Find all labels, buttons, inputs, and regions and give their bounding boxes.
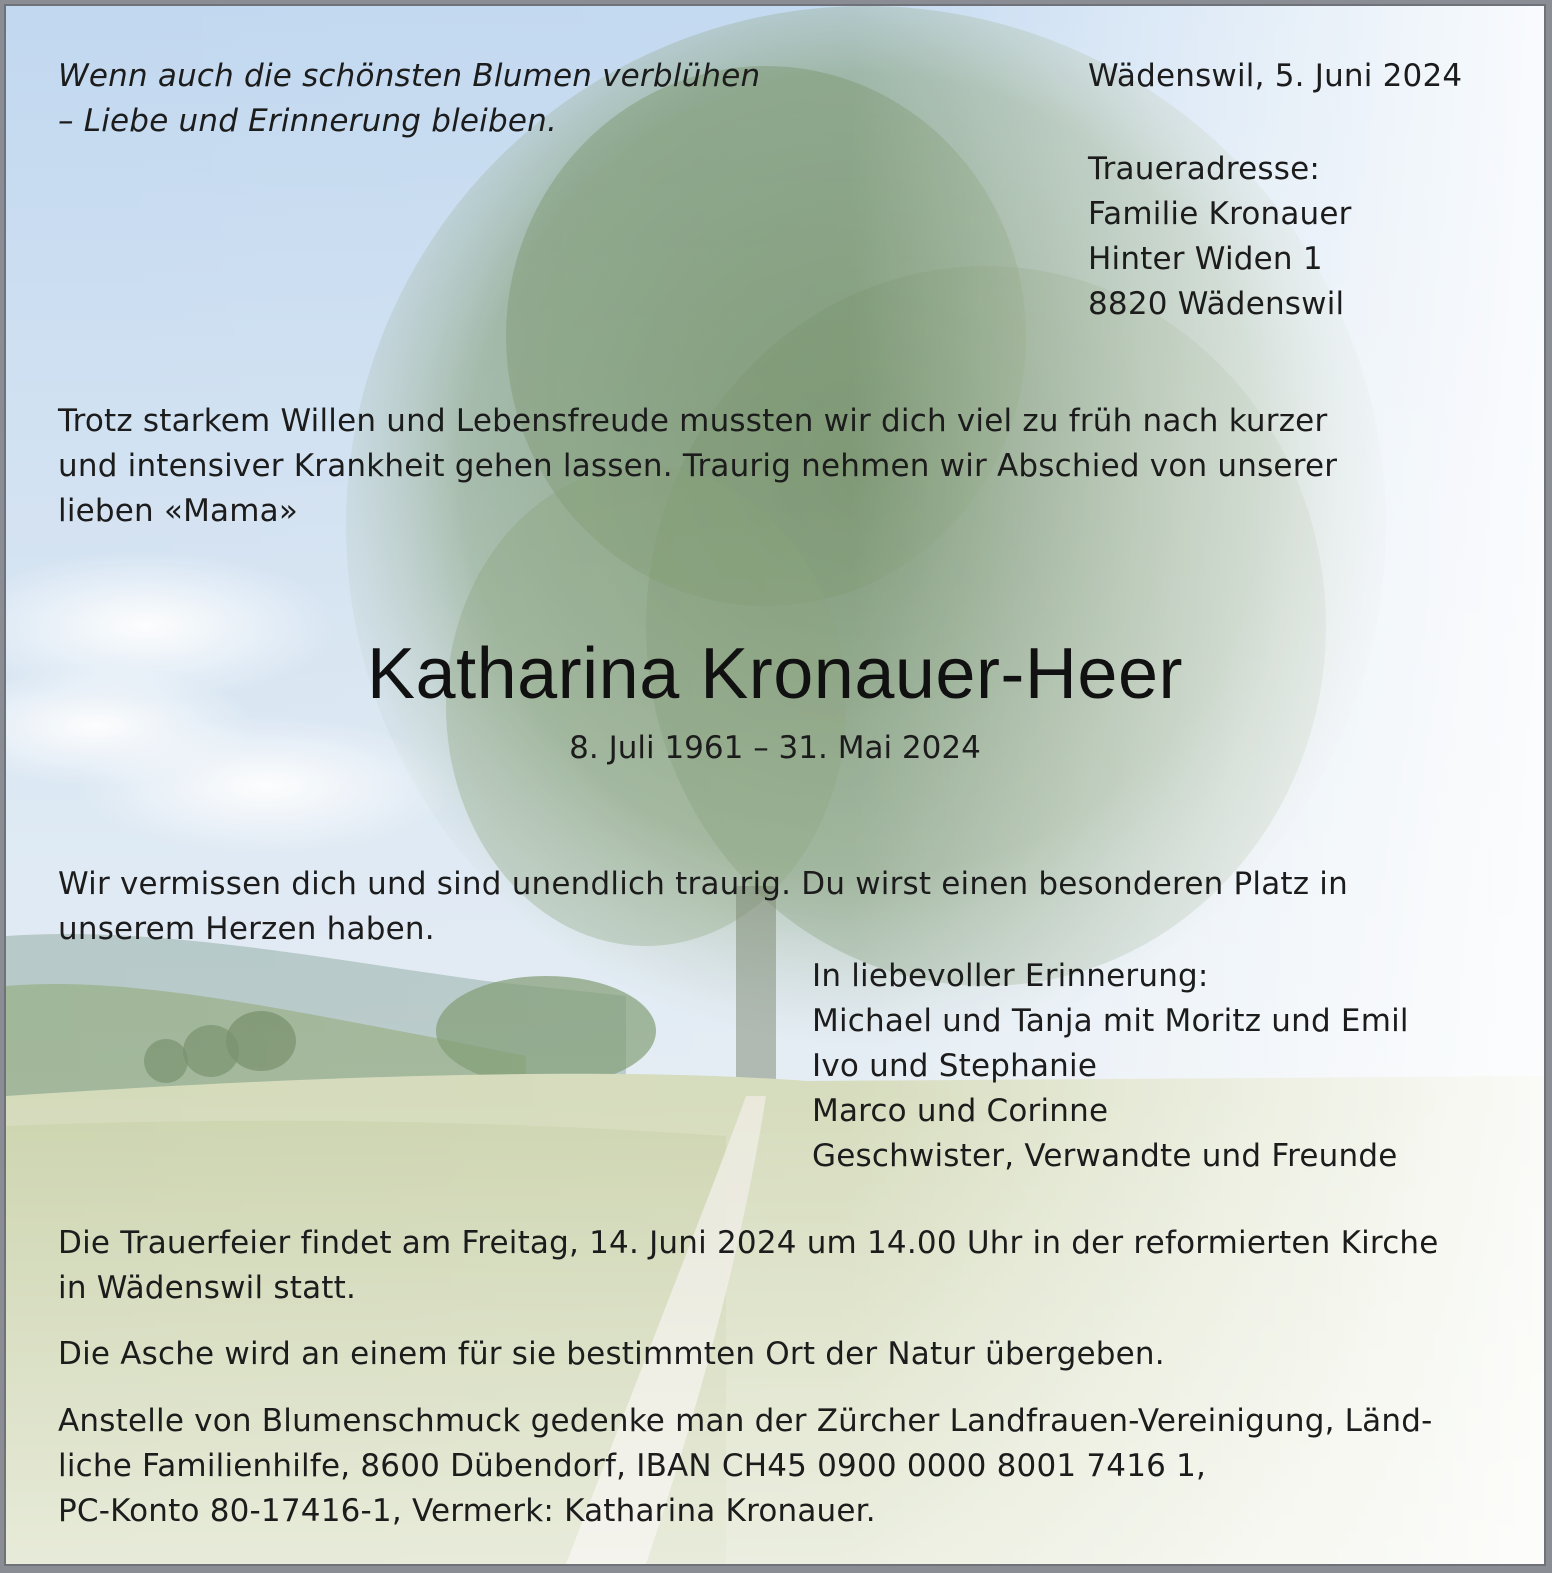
mourners-list	[812, 954, 1409, 1179]
farewell-line: unserem Herzen haben.	[58, 911, 435, 947]
farewell-paragraph	[58, 862, 1458, 952]
intro-line: und intensiver Krankheit gehen lassen. Traurig nehmen wir Abschied von unserer	[58, 448, 1338, 484]
life-dates: 8. Juli 1961 – 31. Mai 2024	[569, 730, 981, 766]
mourner: Marco und Corinne	[812, 1093, 1109, 1129]
motto-line: – Liebe und Erinnerung bleiben.	[58, 103, 558, 139]
donation-notice	[58, 1399, 1498, 1534]
ashes-notice: Die Asche wird an einem für sie bestimmten Ort der Natur übergeben.	[58, 1336, 1165, 1372]
mourning-address	[1088, 147, 1352, 327]
mourner: Geschwister, Verwandte und Freunde	[812, 1138, 1398, 1174]
ceremony-line: Die Trauerfeier findet am Freitag, 14. Juni 2024 um 14.00 Uhr in der reformierten Kirche	[58, 1225, 1439, 1261]
farewell-line: Wir vermissen dich und sind unendlich traurig. Du wirst einen besonderen Platz in	[58, 866, 1348, 902]
intro-paragraph	[58, 399, 1438, 534]
motto-quote	[58, 54, 760, 144]
address-line: 8820 Wädenswil	[1088, 286, 1345, 322]
obituary-card	[4, 4, 1546, 1566]
ceremony-line: in Wädenswil statt.	[58, 1270, 357, 1306]
mourners-heading: In liebevoller Erinnerung:	[812, 958, 1209, 994]
address-line: Familie Kronauer	[1088, 196, 1352, 232]
donation-line: PC-Konto 80-17416-1, Vermerk: Katharina Kronauer.	[58, 1493, 876, 1529]
donation-line: Anstelle von Blumenschmuck gedenke man der Zürcher Landfrauen-Vereinigung, Länd-	[58, 1403, 1433, 1439]
motto-line: Wenn auch die schönsten Blumen verblühen	[58, 58, 761, 94]
intro-line: Trotz starkem Willen und Lebensfreude mussten wir dich viel zu früh nach kurzer	[58, 403, 1328, 439]
intro-line: lieben «Mama»	[58, 493, 299, 529]
mourner: Michael und Tanja mit Moritz und Emil	[812, 1003, 1409, 1039]
mourner: Ivo und Stephanie	[812, 1048, 1098, 1084]
address-heading: Traueradresse:	[1088, 151, 1321, 187]
ceremony-notice	[58, 1221, 1498, 1311]
deceased-name: Katharina Kronauer-Heer	[367, 634, 1183, 714]
donation-line: liche Familienhilfe, 8600 Dübendorf, IBAN CH45 0900 0000 8001 7416 1,	[58, 1448, 1207, 1484]
address-line: Hinter Widen 1	[1088, 241, 1323, 277]
place-date: Wädenswil, 5. Juni 2024	[1088, 58, 1463, 94]
